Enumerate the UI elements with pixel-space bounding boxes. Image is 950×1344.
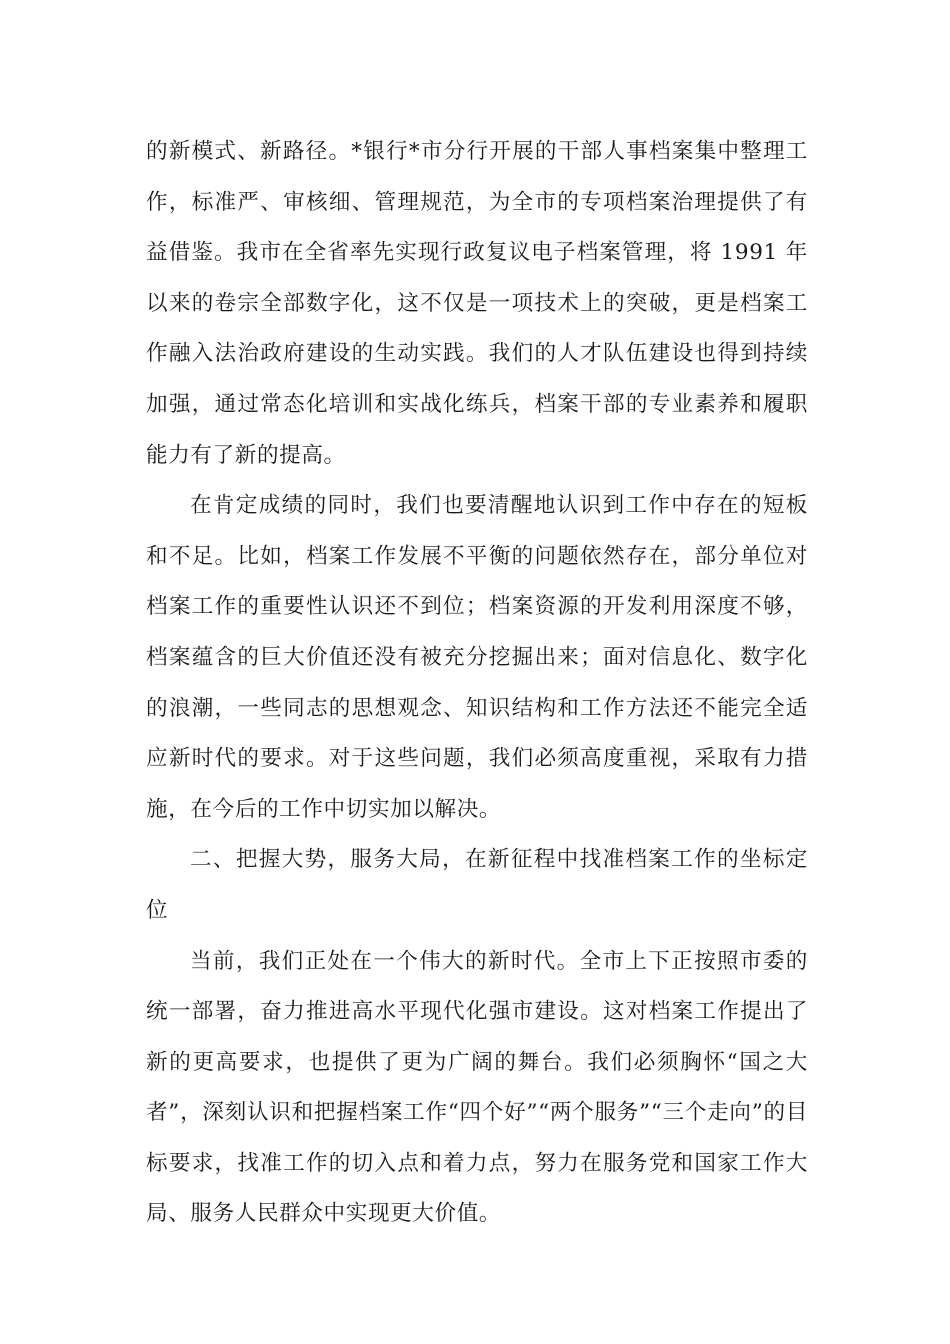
- section-heading-2: 二、把握大势，服务大局，在新征程中找准档案工作的坐标定位: [146, 847, 808, 923]
- paragraph-continuation: 的新模式、新路径。*银行*市分行开展的干部人事档案集中整理工作，标准严、审核细、管理规范，为全市的专项档案治理提供了有益借鉴。我市在全省率先实现行政复议电子档案管理，将 1991 年以来的卷宗全部数字化，这不仅是一项技术上的突破，更是档案工作融入法治政府建设的生动实践。我们的人才队伍建设也得到持续加强，通过常态化培训和实战化练兵，档案干部的专业素养和履职能力有了新的提高。: [146, 139, 808, 468]
- document-body: [146, 127, 808, 1240]
- paragraph-shortcomings: 在肯定成绩的同时，我们也要清醒地认识到工作中存在的短板和不足。比如，档案工作发展不平衡的问题依然存在，部分单位对档案工作的重要性认识还不到位；档案资源的开发利用深度不够，档案蕴含的巨大价值还没有被充分挖掘出来；面对信息化、数字化的浪潮，一些同志的思想观念、知识结构和工作方法还不能完全适应新时代的要求。对于这些问题，我们必须高度重视，采取有力措施，在今后的工作中切实加以解决。: [146, 493, 808, 822]
- paragraph-new-era: 当前，我们正处在一个伟大的新时代。全市上下正按照市委的统一部署，奋力推进高水平现代化强市建设。这对档案工作提出了新的更高要求，也提供了更为广阔的舞台。我们必须胸怀“国之大者”，深刻认识和把握档案工作“四个好”“两个服务”“三个走向”的目标要求，找准工作的切入点和着力点，努力在服务党和国家工作大局、服务人民群众中实现更大价值。: [146, 948, 808, 1227]
